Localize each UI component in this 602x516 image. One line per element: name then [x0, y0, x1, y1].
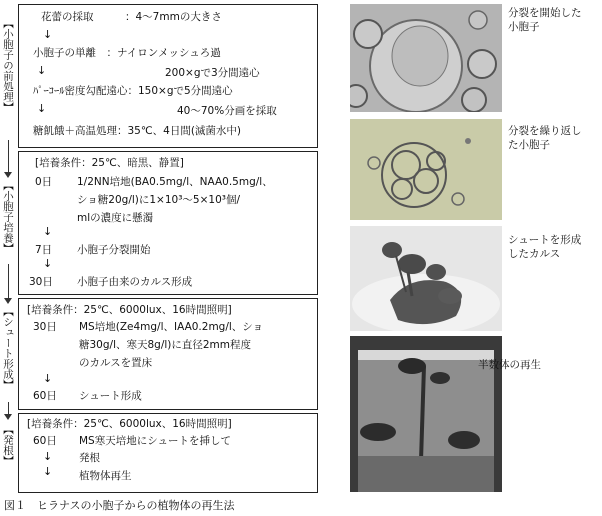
day-label: 60日: [33, 390, 57, 402]
shoot-text: MS培地(Ze4mg/l、IAA0.2mg/l、ショ: [79, 321, 264, 333]
callus-image: [350, 226, 502, 331]
day7-text: 小胞子分裂開始: [77, 244, 151, 256]
day0-text: ショ糖20g/l)に1×10³～5×10³個/: [77, 194, 241, 206]
down-arrow-icon: ↓: [43, 28, 53, 41]
down-arrow-icon: ↓: [43, 450, 53, 463]
down-arrow-icon: ↓: [43, 465, 53, 478]
pretreatment-box: [18, 4, 318, 148]
rooting-text: MS寒天培地にシュートを挿して: [79, 435, 232, 447]
day30-text: 小胞子由来のカルス形成: [77, 276, 193, 288]
caption-photo1: 分裂を開始した 小胞子: [508, 7, 582, 33]
photo-shoot-callus: [350, 226, 502, 331]
rooting-result: 発根: [79, 452, 100, 464]
side-label-shoot: [0, 306, 16, 402]
shoot-text: のカルスを置床: [79, 357, 153, 369]
down-arrow-icon: ↓: [37, 102, 47, 115]
percoll-line: ﾊﾟｰｺｰﾙ密度勾配遠心：150×gで5分間遠心: [33, 85, 233, 97]
side-label-text: 【小胞子の前処理】: [2, 18, 14, 113]
isolation-line: 小胞子の単離 ：ナイロンメッシュろ過: [33, 47, 221, 59]
down-arrow-icon: ↓: [37, 64, 47, 77]
side-label-pretreatment: [0, 18, 16, 138]
photo-repeated-division: [350, 119, 502, 220]
shoot-formation-text: シュート形成: [79, 390, 142, 402]
stage-connector-arrow: [4, 414, 12, 420]
side-label-text: 【シュート形成】: [2, 306, 14, 390]
caption-photo3: シュートを形成 したカルス: [508, 234, 582, 260]
down-arrow-icon: ↓: [43, 372, 53, 385]
shoot-text: 糖30g/l、寒天8g/l)に直径2mm程度: [79, 339, 252, 351]
centrifuge-line: 200×gで3分間遠心: [165, 67, 260, 79]
microspore-cluster-image: [350, 119, 502, 220]
day-label: 30日: [29, 276, 53, 288]
side-label-text: 【小胞子培養】: [2, 180, 14, 254]
day0-text: mlの濃度に懸濁: [77, 212, 154, 224]
harvest-line: 花蕾の採取 ：4～7mmの大きさ: [41, 11, 222, 23]
rooting-condition: [培養条件：25℃、6000lux、16時間照明]: [27, 418, 232, 430]
stage-connector: [8, 140, 9, 174]
caption-photo2: 分裂を繰り返し た小胞子: [508, 125, 582, 151]
culture-box: [18, 151, 318, 295]
rooting-box: [18, 413, 318, 493]
culture-condition: [培養条件：25℃、暗黒、静置]: [35, 157, 184, 169]
photo-dividing-microspore: [350, 4, 502, 112]
side-label-rooting: [0, 424, 16, 468]
starvation-line: 糖飢餓＋高温処理：35℃、4日間(滅菌水中): [33, 125, 242, 137]
caption-photo4: 半数体の再生: [478, 359, 541, 371]
fraction-line: 40～70%分画を採取: [177, 105, 277, 117]
stage-connector-arrow: [4, 172, 12, 178]
side-label-culture: [0, 180, 16, 264]
figure-caption: 図１ ヒラナスの小胞子からの植物体の再生法: [4, 499, 235, 512]
day0-text: 1/2NN培地(BA0.5mg/l、NAA0.5mg/l、: [77, 176, 273, 188]
day-label: 30日: [33, 321, 57, 333]
down-arrow-icon: ↓: [43, 257, 53, 270]
shoot-condition: [培養条件：25℃、6000lux、16時間照明]: [27, 304, 232, 316]
down-arrow-icon: ↓: [43, 225, 53, 238]
shoot-box: [18, 298, 318, 410]
stage-connector-arrow: [4, 298, 12, 304]
stage-connector: [8, 264, 9, 300]
regeneration-result: 植物体再生: [79, 470, 132, 482]
side-label-text: 【発根】: [2, 424, 14, 466]
microspore-image: [350, 4, 502, 112]
day-label: 7日: [35, 244, 53, 256]
day-label: 0日: [35, 176, 53, 188]
day-label: 60日: [33, 435, 57, 447]
